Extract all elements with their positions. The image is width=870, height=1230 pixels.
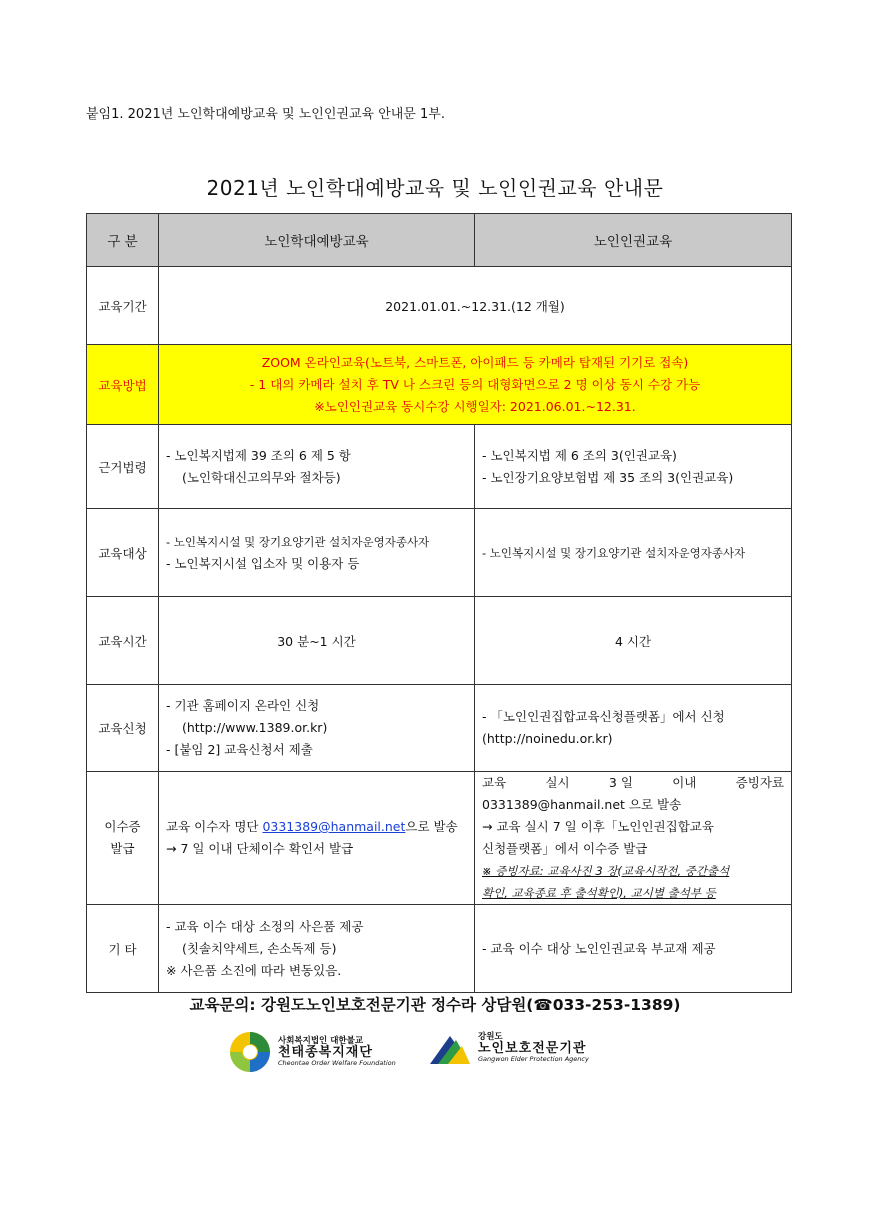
- label-etc: 기 타: [87, 905, 159, 993]
- label-certificate: [87, 772, 159, 905]
- certificate-col2-line4: 신청플랫폼」에서 이수증 발급: [482, 841, 648, 856]
- etc-col1-line3: ※ 사은품 소진에 따라 변동있음.: [166, 962, 342, 978]
- education-guide-table: [86, 213, 792, 993]
- etc-col1: [159, 905, 475, 993]
- apply-col1-line3: - [붙임 2] 교육신청서 제출: [166, 742, 313, 757]
- cheontae-logo-small: 사회복지법인 대한불교: [278, 1036, 364, 1047]
- target-col1-line1: - 노인복지시설 및 장기요양기관 설치자운영자종사자: [166, 534, 430, 549]
- method-line-2: - 1 대의 카메라 설치 후 TV 나 스크린 등의 대형화면으로 2 명 이상 동시 수강 가능: [249, 376, 701, 392]
- label-duration: 교육시간: [87, 597, 159, 685]
- header-human-rights: 노인인권교육: [475, 214, 792, 267]
- row-apply: [87, 685, 792, 772]
- label-period: 교육기간: [87, 267, 159, 345]
- row-duration: [87, 597, 792, 685]
- etc-col1-line1: - 교육 이수 대상 소정의 사은품 제공: [166, 918, 364, 934]
- gangwon-logo-text: [478, 1033, 589, 1062]
- certificate-col2-word4: 이내: [672, 775, 697, 790]
- attachment-note: 붙임1. 2021년 노인학대예방교육 및 노인인권교육 안내문 1부.: [86, 107, 445, 122]
- law-col1: [159, 425, 475, 509]
- target-col2-line1: - 노인복지시설 및 장기요양기관 설치자운영자종사자: [482, 545, 746, 560]
- cheontae-emblem-icon: [228, 1030, 272, 1074]
- gangwon-emblem-icon: [428, 1030, 472, 1066]
- gangwon-elder-protection-logo: [428, 1030, 589, 1066]
- period-value: 2021.01.01.~12.31.(12 개월): [159, 267, 792, 345]
- certificate-col2-line1: [482, 772, 784, 794]
- etc-col1-line2: (칫솔치약세트, 손소독제 등): [182, 940, 337, 956]
- certificate-col2-word1: 교육: [482, 775, 507, 790]
- row-target: [87, 509, 792, 597]
- certificate-col1-prefix: 교육 이수자 명단: [166, 819, 263, 834]
- cheontae-welfare-foundation-logo: [228, 1030, 396, 1074]
- apply-col1-line1: - 기관 홈페이지 온라인 신청: [166, 698, 320, 713]
- certificate-col2-line3: → 교육 실시 7 일 이후「노인인권집합교육: [482, 819, 714, 834]
- law-col1-line2: (노인학대신고의무와 절차등): [182, 469, 341, 485]
- header-category: 구 분: [87, 214, 159, 267]
- label-law: 근거법령: [87, 425, 159, 509]
- header-abuse-prevention: 노인학대예방교육: [159, 214, 475, 267]
- duration-col1: 30 분~1 시간: [159, 597, 475, 685]
- apply-col1-url: (http://www.1389.or.kr): [182, 720, 328, 735]
- apply-col2: [475, 685, 792, 772]
- certificate-col1: [159, 772, 475, 905]
- target-col1: [159, 509, 475, 597]
- duration-col2: 4 시간: [475, 597, 792, 685]
- row-law: [87, 425, 792, 509]
- certificate-col2-line2: 0331389@hanmail.net 으로 발송: [482, 797, 682, 812]
- law-col2: [475, 425, 792, 509]
- page-title: 2021년 노인학대예방교육 및 노인인권교육 안내문: [206, 176, 664, 200]
- label-apply: 교육신청: [87, 685, 159, 772]
- apply-col2-line1: - 「노인인권집합교육신청플랫폼」에서 신청: [482, 709, 725, 724]
- target-col2: [475, 509, 792, 597]
- label-target: 교육대상: [87, 509, 159, 597]
- target-col1-line2: - 노인복지시설 입소자 및 이용자 등: [166, 555, 360, 571]
- certificate-col1-line1: [166, 816, 467, 838]
- row-etc: [87, 905, 792, 993]
- apply-col2-url: (http://noinedu.or.kr): [482, 731, 613, 746]
- cheontae-logo-main: 천태종복지재단: [278, 1045, 373, 1061]
- row-certificate: [87, 772, 792, 905]
- law-col2-line2: - 노인장기요양보험법 제 35 조의 3(인권교육): [482, 469, 734, 485]
- cheontae-logo-english: Cheontae Order Welfare Foundation: [278, 1058, 396, 1067]
- certificate-col2-word5: 증빙자료: [735, 775, 784, 790]
- gangwon-logo-main: 노인보호전문기관: [478, 1041, 587, 1057]
- row-method: [87, 345, 792, 425]
- certificate-col2-note1: ※ 증빙자료: 교육사진 3 장(교육시작전, 중간출석: [482, 864, 730, 878]
- table-header-row: [87, 214, 792, 267]
- etc-col2: [475, 905, 792, 993]
- method-line-1: ZOOM 온라인교육(노트북, 스마트폰, 아이패드 등 카메라 탑재된 기기로 접속): [261, 354, 689, 370]
- certificate-col1-suffix: 으로 발송: [405, 819, 458, 834]
- method-value: [159, 345, 792, 425]
- row-period: [87, 267, 792, 345]
- certificate-col1-line2: → 7 일 이내 단체이수 확인서 발급: [166, 841, 354, 856]
- label-certificate-line2: 발급: [110, 841, 135, 856]
- certificate-col2-word3: 3 일: [608, 775, 633, 790]
- apply-col1: [159, 685, 475, 772]
- method-line-3: ※노인인권교육 동시수강 시행일자: 2021.06.01.~12.31.: [314, 398, 636, 414]
- cheontae-logo-text: [278, 1037, 396, 1066]
- certificate-col2-note2: 확인, 교육종료 후 출석확인), 교시별 출석부 등: [482, 886, 716, 900]
- law-col1-line1: - 노인복지법제 39 조의 6 제 5 항: [166, 447, 351, 463]
- label-method: 교육방법: [87, 345, 159, 425]
- certificate-email-link[interactable]: 0331389@hanmail.net: [262, 819, 406, 834]
- label-certificate-line1: 이수증: [104, 819, 141, 834]
- etc-col2-line1: - 교육 이수 대상 노인인권교육 부교재 제공: [482, 940, 716, 956]
- contact-info: 교육문의: 강원도노인보호전문기관 정수라 상담원(☎033-253-1389): [189, 996, 681, 1014]
- gangwon-logo-english: Gangwon Elder Protection Agency: [478, 1054, 589, 1063]
- certificate-col2-word2: 실시: [545, 775, 570, 790]
- certificate-col2: [475, 772, 792, 905]
- gangwon-logo-small: 강원도: [478, 1032, 503, 1043]
- law-col2-line1: - 노인복지법 제 6 조의 3(인권교육): [482, 447, 677, 463]
